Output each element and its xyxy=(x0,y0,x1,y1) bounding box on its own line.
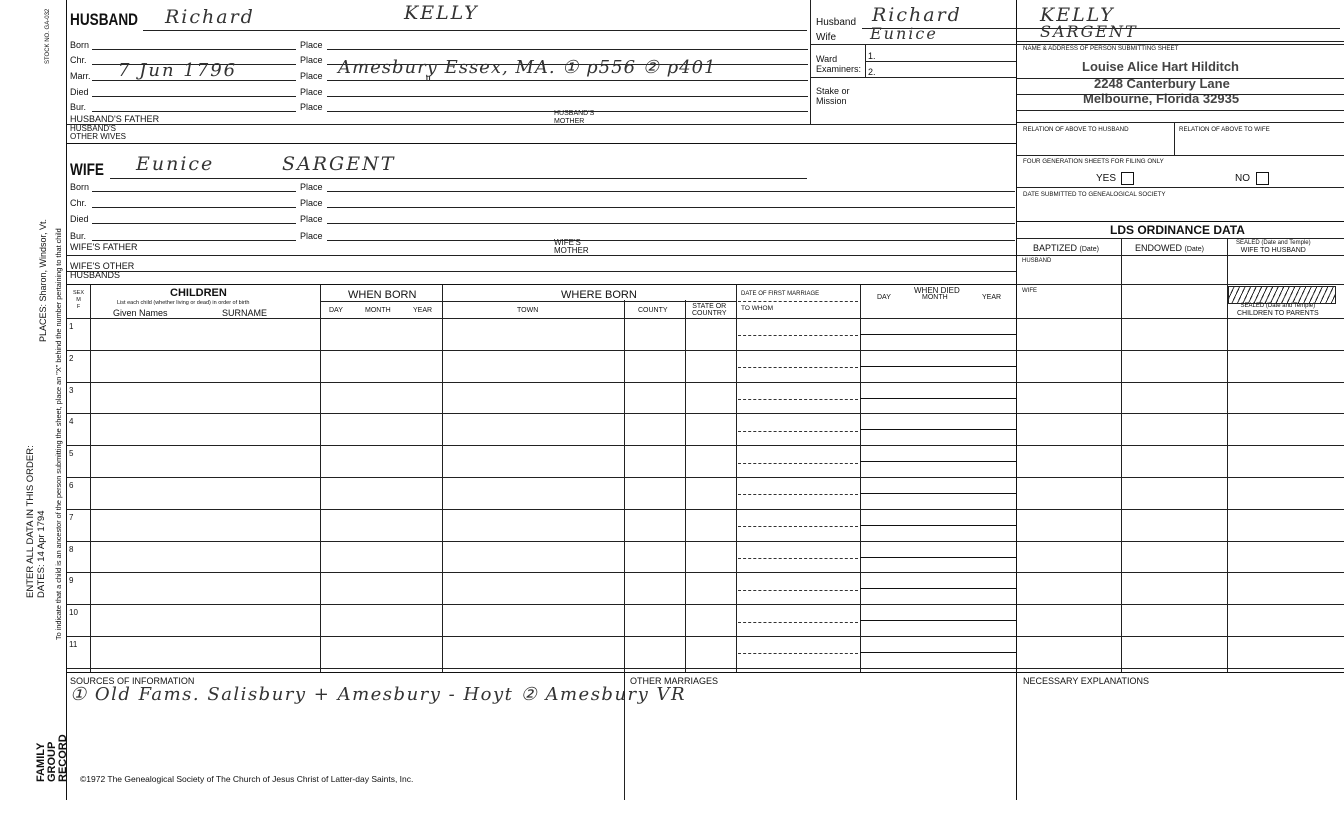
given-names-label: Given Names xyxy=(113,308,168,318)
row-number: 10 xyxy=(69,608,78,618)
husband-label: HUSBAND xyxy=(70,10,138,29)
submitter-street[interactable]: 2248 Canterbury Lane xyxy=(1094,76,1230,91)
children-list-note: List each child (whether living or dead) in order of birth xyxy=(117,300,250,306)
husbands-mother-label: HUSBAND'S MOTHER xyxy=(554,110,595,125)
wife-born-label: Born xyxy=(70,182,90,192)
examiners-label: Examiners: xyxy=(816,64,862,74)
lds-title: LDS ORDINANCE DATA xyxy=(1110,223,1245,237)
wife-chr-label: Chr. xyxy=(70,198,87,208)
lds-husband-label: HUSBAND xyxy=(1022,258,1052,264)
husband-surname[interactable]: KELLY xyxy=(404,2,479,24)
record-title: FAMILY GROUP RECORD xyxy=(35,734,69,782)
husband-bur-label: Bur. xyxy=(70,102,87,112)
place-label: Place xyxy=(300,214,323,224)
header-wife-given[interactable]: Eunice xyxy=(870,24,938,43)
places-note: PLACES: Sharon, Windsor, Vt. xyxy=(38,218,48,342)
yes-checkbox[interactable] xyxy=(1121,172,1134,185)
examiner-1[interactable]: 1. xyxy=(868,51,876,61)
place-label: Place xyxy=(300,182,323,192)
place-label: Place xyxy=(300,102,323,112)
wifes-other-husbands-label: WIFE'S OTHER HUSBANDS xyxy=(70,261,135,280)
when-died-label: WHEN DIED xyxy=(914,286,960,295)
died-month-label: MONTH xyxy=(922,294,948,301)
stock-number: STOCK NO. GA-032 xyxy=(45,8,51,64)
instructions-note: To indicate that a child is an ancestor of the person submitting the sheet, place an "X" behind the number pertaining to that child xyxy=(54,228,63,640)
died-day-label: DAY xyxy=(877,294,891,301)
relation-husband-label: RELATION OF ABOVE TO HUSBAND xyxy=(1023,126,1129,133)
right-divider xyxy=(1016,0,1017,800)
wifes-mother-label: WIFE'S MOTHER xyxy=(554,238,589,255)
state-country-label: STATE OR COUNTRY xyxy=(692,303,727,317)
marriage-place[interactable]: Amesbury Essex, MA. ① p556 ② p401 xyxy=(338,57,717,78)
header-wife-surname[interactable]: SARGENT xyxy=(1040,22,1138,41)
dates-note: DATES: 14 Apr 1794 xyxy=(36,510,47,598)
husband-marr-label: Marr. xyxy=(70,71,91,81)
hatched-area xyxy=(1228,286,1336,304)
sources-label: SOURCES OF INFORMATION xyxy=(70,676,195,686)
children-title: CHILDREN xyxy=(170,287,227,299)
row-number: 5 xyxy=(69,449,74,459)
header-husband-label: Husband xyxy=(816,17,857,28)
wife-given-name[interactable]: Eunice xyxy=(136,153,215,175)
husbands-father-label: HUSBAND'S FATHER xyxy=(70,114,160,124)
marriage-date[interactable]: 7 Jun 1796 xyxy=(118,60,238,81)
baptized-label: BAPTIZED (Date) xyxy=(1033,243,1099,253)
submitter-label: NAME & ADDRESS OF PERSON SUBMITTING SHEET xyxy=(1023,45,1179,52)
year-label: YEAR xyxy=(413,307,433,314)
month-label: MONTH xyxy=(365,307,391,314)
place-label: Place xyxy=(300,231,323,241)
header-wife-label: Wife xyxy=(816,32,836,43)
town-label: TOWN xyxy=(517,307,539,314)
county-label: COUNTY xyxy=(638,307,668,314)
four-gen-label: FOUR GENERATION SHEETS FOR FILING ONLY xyxy=(1023,158,1164,165)
row-number: 3 xyxy=(69,385,74,395)
husband-died-label: Died xyxy=(70,87,89,97)
sealed-children-label: SEALED (Date and Temple) CHILDREN TO PARENTS xyxy=(1237,303,1319,317)
when-born-label: WHEN BORN xyxy=(348,289,417,301)
enter-all-data-note: ENTER ALL DATA IN THIS ORDER: xyxy=(25,445,36,598)
first-marriage-label: DATE OF FIRST MARRIAGE xyxy=(741,291,820,297)
sealed-wife-label: SEALED (Date and Temple) WIFE TO HUSBAND xyxy=(1236,240,1311,254)
where-born-label: WHERE BORN xyxy=(561,289,637,301)
husband-given-name[interactable]: Richard xyxy=(165,6,255,28)
lds-wife-label: WIFE xyxy=(1022,288,1037,294)
to-whom-label: TO WHOM xyxy=(741,305,774,312)
yes-label: YES xyxy=(1096,173,1117,184)
sex-label: SEX M F xyxy=(73,290,85,310)
relation-wife-label: RELATION OF ABOVE TO WIFE xyxy=(1179,126,1270,133)
place-label: Place xyxy=(300,87,323,97)
row-number: 11 xyxy=(69,640,78,649)
row-number: 2 xyxy=(69,353,74,363)
husbands-other-wives-label: HUSBAND'S OTHER WIVES xyxy=(70,124,127,141)
wifes-father-label: WIFE'S FATHER xyxy=(70,242,138,252)
wife-died-label: Died xyxy=(70,214,89,224)
place-label: Place xyxy=(300,198,323,208)
submitter-name[interactable]: Louise Alice Hart Hilditch xyxy=(1082,59,1239,74)
examiner-2[interactable]: 2. xyxy=(868,67,876,77)
no-checkbox[interactable] xyxy=(1256,172,1269,185)
date-submitted-label: DATE SUBMITTED TO GENEALOGICAL SOCIETY xyxy=(1023,191,1166,198)
wife-label: WIFE xyxy=(70,160,104,179)
husband-born-label: Born xyxy=(70,40,90,50)
place-label: Place xyxy=(300,71,323,81)
row-number: 1 xyxy=(69,322,74,331)
wife-surname[interactable]: SARGENT xyxy=(282,153,396,175)
row-number: 7 xyxy=(69,512,74,522)
copyright: ©1972 The Genealogical Society of The Church of Jesus Christ of Latter-day Saints, Inc. xyxy=(80,774,414,784)
place-label: Place xyxy=(300,40,323,50)
day-label: DAY xyxy=(329,307,343,314)
sources-text[interactable]: ① Old Fams. Salisbury + Amesbury - Hoyt ② Amesbury VR xyxy=(70,684,687,705)
husband-chr-label: Chr. xyxy=(70,55,87,65)
wife-bur-label: Bur. xyxy=(70,231,87,241)
submitter-city[interactable]: Melbourne, Florida 32935 xyxy=(1083,91,1240,106)
place-label: Place xyxy=(300,55,323,65)
ditto-mark: " xyxy=(425,75,434,91)
ward-label: Ward xyxy=(816,54,838,64)
header-husband-surname[interactable]: KELLY xyxy=(1040,4,1115,26)
endowed-label: ENDOWED (Date) xyxy=(1135,243,1204,253)
row-number: 4 xyxy=(69,417,74,427)
other-marriages-label: OTHER MARRIAGES xyxy=(630,676,719,686)
row-number: 6 xyxy=(69,481,74,490)
header-husband-given[interactable]: Richard xyxy=(872,4,962,26)
died-year-label: YEAR xyxy=(982,294,1002,301)
stake-mission-label: Stake or Mission xyxy=(816,86,850,106)
row-number: 8 xyxy=(69,544,74,554)
necessary-explanations-label: NECESSARY EXPLANATIONS xyxy=(1023,676,1150,686)
no-label: NO xyxy=(1235,173,1250,184)
surname-label: SURNAME xyxy=(222,308,268,318)
row-number: 9 xyxy=(69,576,74,586)
